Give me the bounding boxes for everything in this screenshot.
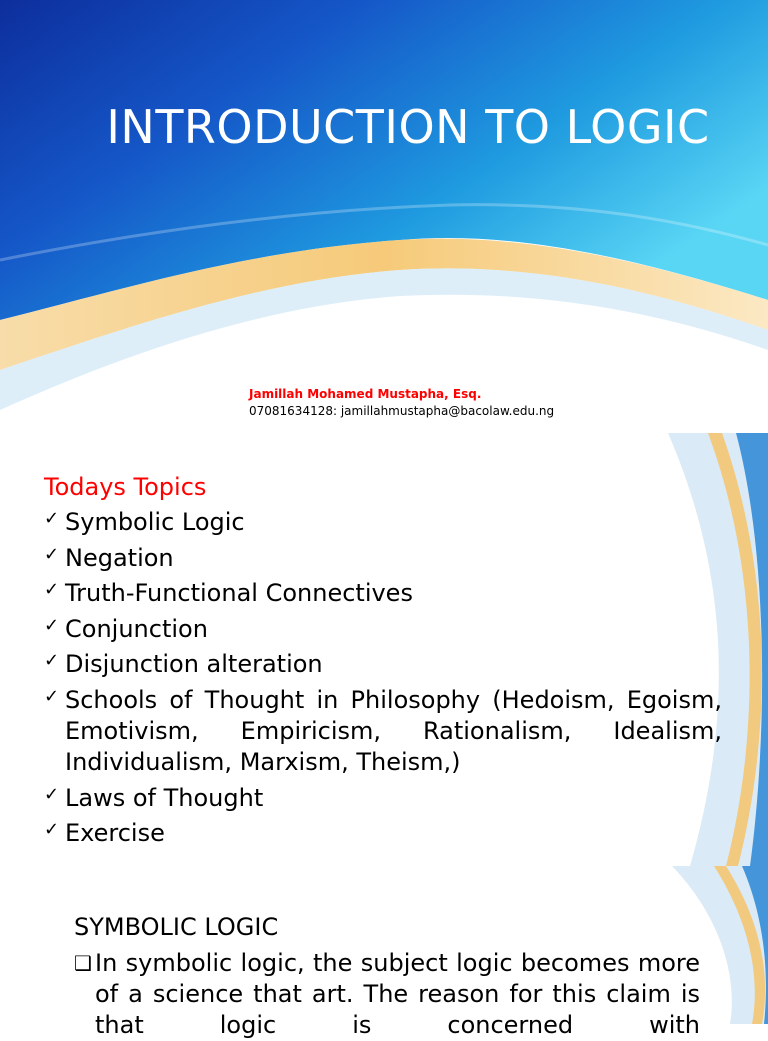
topic-label: Disjunction alteration xyxy=(65,650,323,679)
checkmark-icon: ✓ xyxy=(44,819,60,841)
list-item xyxy=(44,685,722,778)
topic-label: Exercise xyxy=(65,819,165,848)
checkmark-icon: ✓ xyxy=(44,508,60,529)
list-item xyxy=(44,783,722,814)
checkmark-icon: ✓ xyxy=(44,685,60,707)
list-item xyxy=(44,649,722,680)
author-name: Jamillah Mohamed Mustapha, Esq. xyxy=(249,387,482,401)
presentation-title: INTRODUCTION TO LOGIC xyxy=(106,100,710,154)
list-item xyxy=(44,543,722,574)
list-item xyxy=(44,578,722,609)
title-slide xyxy=(0,0,768,433)
checkmark-icon: ✓ xyxy=(44,783,60,805)
topic-label: Negation xyxy=(65,543,174,572)
topic-label: Symbolic Logic xyxy=(65,508,245,536)
list-item xyxy=(44,614,722,645)
checkmark-icon: ✓ xyxy=(44,650,60,672)
paragraph xyxy=(74,948,700,1041)
symbolic-logic-slide xyxy=(0,866,768,1039)
checkmark-icon: ✓ xyxy=(44,579,60,601)
topic-label: Schools of Thought in Philosophy (Hedoism, Egoism, Emotivism, Empiricism, Rationalism, Idealism, Individualism, Marxism, Theism,) xyxy=(65,685,722,776)
author-contact: 07081634128: jamillahmustapha@bacolaw.edu.ng xyxy=(249,404,555,418)
section-heading: SYMBOLIC LOGIC xyxy=(74,913,279,941)
list-item xyxy=(44,507,722,538)
title-slide-background xyxy=(0,0,768,433)
paragraph-text: In symbolic logic, the subject logic becomes more of a science that art. The reason for this claim is that logic is concerned with xyxy=(95,949,700,1039)
topics-slide xyxy=(0,433,768,866)
list-item xyxy=(44,818,722,849)
square-bullet-icon: ❑ xyxy=(74,951,92,975)
topic-label: Conjunction xyxy=(65,614,208,643)
checkmark-icon: ✓ xyxy=(44,543,60,565)
topics-list xyxy=(44,507,722,854)
topic-label: Laws of Thought xyxy=(65,783,264,812)
checkmark-icon: ✓ xyxy=(44,614,60,636)
topic-label: Truth-Functional Connectives xyxy=(65,579,413,608)
topics-heading: Todays Topics xyxy=(44,473,207,501)
